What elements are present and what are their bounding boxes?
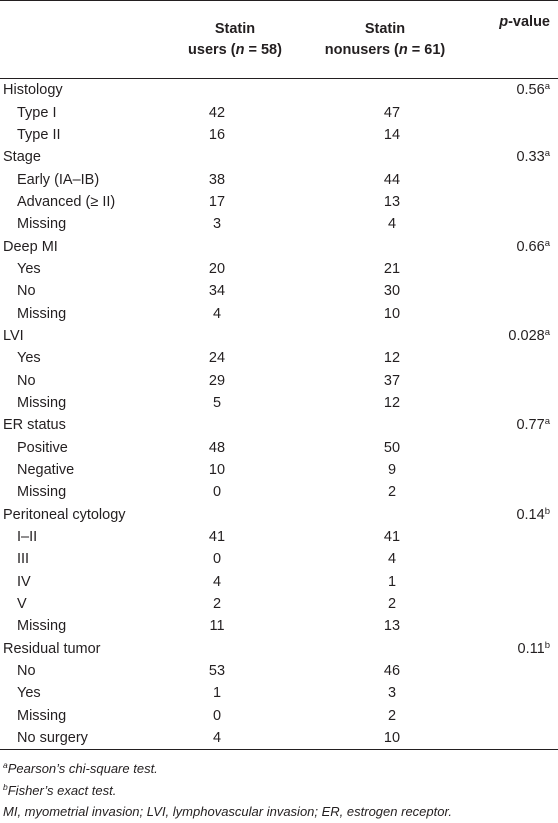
p-value-cell (460, 79, 558, 102)
group-label: LVI (3, 327, 24, 344)
empty-cell (310, 235, 460, 257)
empty-cell (460, 727, 558, 750)
statin-users-value: 16 (208, 126, 226, 143)
statin-users-value: 38 (208, 171, 226, 188)
table-row (0, 615, 558, 637)
empty-cell (460, 191, 558, 213)
empty-cell (310, 638, 460, 660)
statin-nonusers-value: 41 (383, 529, 401, 546)
group-label: Residual tumor (3, 640, 101, 657)
p-value: 0.77 (516, 417, 545, 434)
empty-cell (460, 302, 558, 324)
row-label: Yes (17, 350, 41, 367)
statin-nonusers-value: 13 (383, 193, 401, 210)
empty-cell (460, 682, 558, 704)
row-label: Negative (17, 462, 75, 479)
header-empty-cell (0, 1, 160, 79)
table-body (0, 79, 558, 750)
empty-cell (460, 369, 558, 391)
table-row (0, 101, 558, 123)
statin-nonusers-value: 10 (310, 727, 460, 750)
statin-users-value: 17 (208, 193, 226, 210)
statin-users-value: 34 (208, 283, 226, 300)
row-label: Positive (17, 439, 68, 456)
statin-users-value: 1 (212, 685, 222, 702)
empty-cell (310, 146, 460, 168)
empty-cell (310, 325, 460, 347)
table-group-row (0, 414, 558, 436)
table-row (0, 258, 558, 280)
table-footnotes (0, 758, 558, 823)
header-statin-nonusers: Statin nonusers (n = 61) (310, 1, 460, 79)
row-label: Yes (17, 260, 41, 277)
statin-nonusers-value: 4 (387, 216, 397, 233)
footnote-marker: b (3, 781, 8, 792)
empty-cell (310, 504, 460, 526)
empty-cell (460, 526, 558, 548)
empty-cell (460, 705, 558, 727)
empty-cell (160, 146, 310, 168)
empty-cell (460, 213, 558, 235)
p-value-footnote-marker: a (544, 81, 550, 93)
statin-nonusers-value: 4 (387, 551, 397, 568)
p-value: 0.14 (516, 506, 545, 523)
statin-users-value: 48 (208, 439, 226, 456)
statin-nonusers-value: 9 (387, 462, 397, 479)
table-group-row (0, 235, 558, 257)
table-row (0, 705, 558, 727)
statin-nonusers-value: 12 (383, 350, 401, 367)
p-value-footnote-marker: b (544, 505, 550, 517)
row-label: Missing (17, 618, 67, 635)
table-row (0, 369, 558, 391)
group-label: Histology (3, 82, 63, 99)
table-group-row (0, 79, 558, 102)
statin-users-value: 0 (212, 484, 222, 501)
table-group-row (0, 504, 558, 526)
statin-users-value: 0 (212, 551, 222, 568)
footnote-text: Fisher’s exact test. (7, 782, 117, 798)
table-row (0, 437, 558, 459)
table-row (0, 280, 558, 302)
empty-cell (460, 481, 558, 503)
statin-nonusers-value: 3 (387, 685, 397, 702)
p-value-footnote-marker: a (544, 237, 550, 249)
footnote (3, 758, 558, 780)
table-group-row (0, 325, 558, 347)
empty-cell (310, 79, 460, 102)
statin-users-value: 2 (212, 596, 222, 613)
table-row (0, 526, 558, 548)
statin-users-value: 5 (212, 394, 222, 411)
row-label: No (17, 663, 36, 680)
statin-nonusers-value: 12 (383, 394, 401, 411)
empty-cell (160, 414, 310, 436)
empty-cell (160, 235, 310, 257)
table-row (0, 191, 558, 213)
header-statin-users: Statin users (n = 58) (160, 1, 310, 79)
row-label: Missing (17, 305, 67, 322)
p-value-cell (460, 638, 558, 660)
empty-cell (310, 414, 460, 436)
empty-cell (460, 347, 558, 369)
empty-cell (460, 437, 558, 459)
empty-cell (460, 101, 558, 123)
empty-cell (160, 504, 310, 526)
empty-cell (460, 593, 558, 615)
table-row (0, 548, 558, 570)
statin-users-value: 3 (212, 216, 222, 233)
table-header-row (0, 1, 558, 79)
table-row (0, 347, 558, 369)
statin-users-value: 41 (208, 529, 226, 546)
p-value: 0.028 (508, 327, 545, 344)
row-label: Missing (17, 216, 67, 233)
table-row (0, 124, 558, 146)
empty-cell (460, 392, 558, 414)
empty-cell (460, 258, 558, 280)
row-label: Advanced (≥ II) (17, 193, 116, 210)
empty-cell (460, 660, 558, 682)
statin-nonusers-value: 14 (383, 126, 401, 143)
statin-nonusers-value: 2 (387, 596, 397, 613)
statin-nonusers-value: 2 (387, 707, 397, 724)
p-value: 0.11 (517, 640, 545, 657)
row-label: No (17, 283, 36, 300)
table-row (0, 727, 558, 750)
statin-users-value: 0 (212, 707, 222, 724)
p-value-footnote-marker: b (544, 639, 550, 651)
table-row (0, 213, 558, 235)
empty-cell (460, 280, 558, 302)
statin-nonusers-value: 47 (383, 104, 401, 121)
p-value-footnote-marker: a (544, 416, 550, 428)
statin-nonusers-value: 10 (383, 305, 401, 322)
empty-cell (160, 79, 310, 102)
statin-nonusers-value: 2 (387, 484, 397, 501)
table-row (0, 660, 558, 682)
row-label: Type II (17, 126, 61, 143)
empty-cell (460, 168, 558, 190)
statin-nonusers-value: 1 (387, 573, 397, 590)
group-label: ER status (3, 417, 66, 434)
row-label: I–II (17, 529, 38, 546)
statin-users-value: 4 (160, 727, 310, 750)
row-label: Yes (17, 685, 41, 702)
p-value-cell (460, 146, 558, 168)
empty-cell (460, 124, 558, 146)
empty-cell (460, 615, 558, 637)
p-value-cell (460, 235, 558, 257)
statin-users-value: 11 (209, 618, 225, 635)
statin-users-value: 4 (212, 573, 222, 590)
row-label: No surgery (0, 727, 160, 750)
header-p-value: p-value (460, 1, 558, 79)
statin-users-value: 4 (212, 305, 222, 322)
p-value: 0.33 (516, 149, 545, 166)
p-value-footnote-marker: a (544, 326, 550, 338)
p-value: 0.66 (516, 238, 545, 255)
group-label: Peritoneal cytology (3, 506, 126, 523)
table-group-row (0, 146, 558, 168)
empty-cell (460, 459, 558, 481)
row-label: Type I (17, 104, 57, 121)
statin-nonusers-value: 13 (383, 618, 401, 635)
statin-users-value: 20 (208, 260, 226, 277)
statin-users-value: 24 (208, 350, 226, 367)
empty-cell (160, 325, 310, 347)
row-label: IV (17, 573, 31, 590)
row-label: V (17, 596, 27, 613)
empty-cell (160, 638, 310, 660)
row-label: III (17, 551, 30, 568)
statin-nonusers-value: 21 (383, 260, 401, 277)
table-row (0, 302, 558, 324)
footnote (3, 780, 558, 802)
table-row (0, 168, 558, 190)
statin-nonusers-value: 46 (383, 663, 401, 680)
empty-cell (460, 548, 558, 570)
group-label: Stage (3, 149, 41, 166)
table-row (0, 571, 558, 593)
statin-nonusers-value: 30 (383, 283, 401, 300)
footnote-text: Pearson’s chi-square test. (7, 761, 158, 777)
statin-users-value: 53 (208, 663, 226, 680)
table-group-row (0, 638, 558, 660)
row-label: No (17, 372, 36, 389)
footnote-marker: a (3, 760, 8, 771)
statin-nonusers-value: 44 (383, 171, 401, 188)
row-label: Missing (17, 707, 67, 724)
table-row (0, 392, 558, 414)
p-value-cell (460, 414, 558, 436)
table-row (0, 459, 558, 481)
statin-users-value: 42 (208, 104, 226, 121)
row-label: Missing (17, 484, 67, 501)
statin-nonusers-value: 37 (383, 372, 401, 389)
footnote (3, 801, 558, 823)
statin-nonusers-value: 50 (383, 439, 401, 456)
table-row (0, 593, 558, 615)
p-value: 0.56 (516, 82, 545, 99)
p-value-footnote-marker: a (544, 148, 550, 160)
row-label: Missing (17, 394, 67, 411)
table-row (0, 682, 558, 704)
group-label: Deep MI (3, 238, 58, 255)
statin-users-value: 10 (208, 462, 226, 479)
p-value-cell (460, 325, 558, 347)
p-value-cell (460, 504, 558, 526)
footnote-text: MI, myometrial invasion; LVI, lymphovascular invasion; ER, estrogen receptor. (3, 804, 452, 820)
empty-cell (460, 571, 558, 593)
table-row (0, 481, 558, 503)
row-label: Early (IA–IB) (17, 171, 100, 188)
statin-users-value: 29 (208, 372, 226, 389)
